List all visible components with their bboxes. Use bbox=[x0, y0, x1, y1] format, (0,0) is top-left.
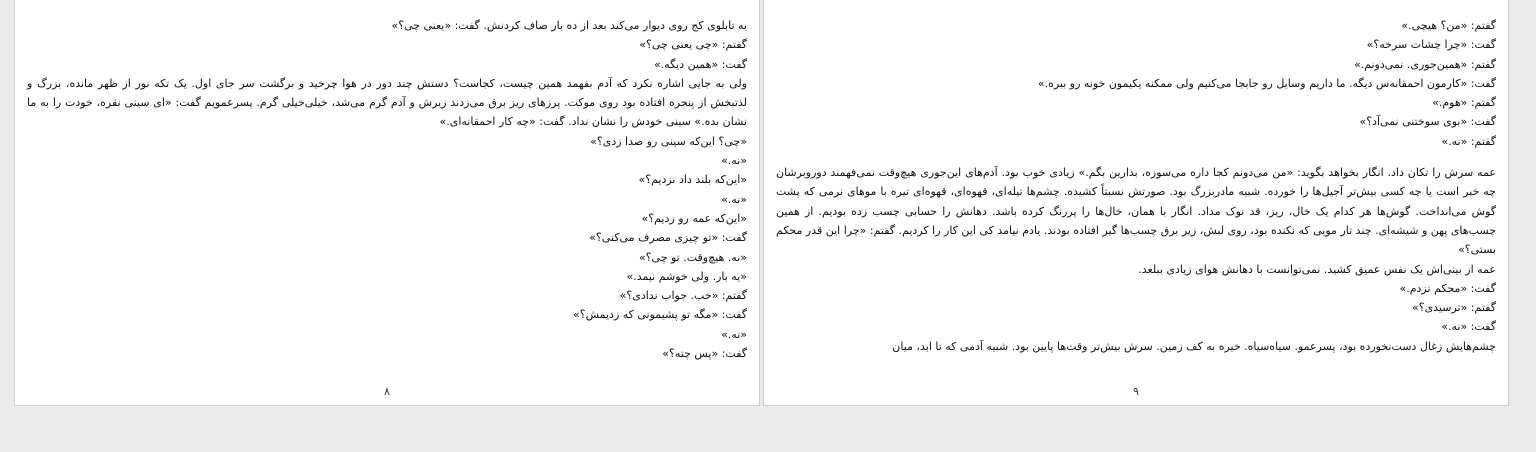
text-paragraph: ولی به جایی اشاره نکرد که آدم بفهمد همین چیست، کجاست؟ دستش چند دور در هوا چرخید و برگشت سر جای اول. یک تکه نور از ظهر مانده، بزرگ و لذتبخش از پنجره افتاده بود روی موکت. پرزهای ریز برق می‌زدند زیرش و آدم گرم می‌شد، خیلی‌خیلی گرم. پسرعمویم گفت: «ای سینی نقره، خودت را به ما نشان بده.» سینی خودش را نشان نداد. گفت: «چه کار احمقانه‌ای.» bbox=[27, 76, 747, 129]
text-line: گفت: «پس چته؟» bbox=[662, 347, 747, 361]
text-line: گفتم: «ترسیدی؟» bbox=[1412, 301, 1496, 315]
page-number: ۹ bbox=[1133, 385, 1139, 398]
text-line: گفت: «کارمون احمقانه‌س دیگه. ما داریم وسایل رو جابجا می‌کنیم ولی ممکنه یکیمون خونه رو ببره.» bbox=[1037, 76, 1496, 90]
text-paragraph: عمه سرش را تکان داد. انگار بخواهد بگوید: «من می‌دونم کجا داره می‌سوزه، بذارین بگم.» زیادی خوب بود. آدم‌های این‌جوری هیچ‌وقت نمی‌فهمند دوروبرشان چه خبر است یا چه کسی بیش‌تر آجیل‌ها را خورده. شبیه مادربزرگ بود. صورتش نسبتاً کشیده. چشم‌ها تیله‌ای، قهوه‌ای، قهوه‌ای تیره با موهای نرمی که پشت گوش می‌انداخت. گوش‌ها هر کدام یک خال، ریز، قد نوک مداد. انگار با همان، خال‌ها را پررنگ کرده باشد. دهانش را حسابی چسب زده بودیم. از همین چسب‌های پهن و شیشه‌ای. چند تار مویی که نکنده بود، روی لبش، زیر برق چسب‌ها گیر افتاده بودند. یادم نیامد کی این کار را کردیم. گفتم: «چرا این قدر محکم بستی؟» bbox=[776, 166, 1496, 257]
text-line: گفت: «چرا چشات سرخه؟» bbox=[1366, 38, 1496, 52]
text-line: گفتم: «همین‌جوری. نمی‌دونم.» bbox=[1353, 57, 1496, 71]
text-line: «این‌که بلند داد نزدیم؟» bbox=[638, 173, 747, 187]
right-page bbox=[763, 0, 1509, 406]
text-line: «نه.» bbox=[721, 327, 747, 341]
text-line: عمه از بینی‌اش یک نفس عمیق کشید. نمی‌توانست با دهانش هوای زیادی ببلعد. bbox=[1138, 262, 1496, 276]
text-line: گفتم: «چی یعنی چی؟» bbox=[639, 38, 747, 52]
text-line: «نه.» bbox=[721, 192, 747, 206]
text-line: «یه بار. ولی خوشم نیمد.» bbox=[626, 269, 747, 283]
right-page-text bbox=[776, 16, 1496, 356]
text-line: «نه.» bbox=[721, 154, 747, 168]
text-line: «چی؟ این‌که سینی رو صدا زدی؟» bbox=[590, 134, 747, 148]
page-number: ۸ bbox=[384, 385, 390, 398]
text-line: «نه. هیچ‌وقت. تو چی؟» bbox=[638, 250, 747, 264]
text-line: گفتم: «نه.» bbox=[1441, 134, 1496, 148]
text-line: چشم‌هایش زغال دست‌نخورده بود، پسرعمو. سیاه‌سیاه. خیره به کف زمین. سرش بیش‌تر وقت‌ها پایین بود. شبیه آدمی که تا ابد، میان bbox=[892, 339, 1496, 353]
text-line: به تابلوی کج روی دیوار می‌کند بعد از ده بار صاف کردنش. گفت: «یعنی چی؟» bbox=[391, 19, 747, 32]
text-line: گفت: «نه.» bbox=[1441, 320, 1496, 334]
left-page-text bbox=[27, 16, 747, 363]
text-line: گفت: «محکم نزدم.» bbox=[1399, 281, 1496, 295]
text-line: گفت: «تو چیزی مصرف می‌کنی؟» bbox=[589, 231, 747, 245]
text-line: «این‌که عمه رو زدیم؟» bbox=[641, 211, 747, 225]
text-line: گفتم: «من؟ هیچی.» bbox=[1401, 19, 1496, 32]
text-line: گفت: «بوی سوختنی نمی‌آد؟» bbox=[1359, 115, 1496, 129]
text-line: گفتم: «خب. جواب ندادی؟» bbox=[619, 289, 747, 303]
text-line: گفت: «همین دیگه.» bbox=[653, 57, 747, 71]
text-line: گفت: «مگه تو پشیمونی که زدیمش؟» bbox=[573, 308, 747, 322]
left-page bbox=[14, 0, 760, 406]
text-line: گفتم: «هوم.» bbox=[1432, 96, 1496, 110]
